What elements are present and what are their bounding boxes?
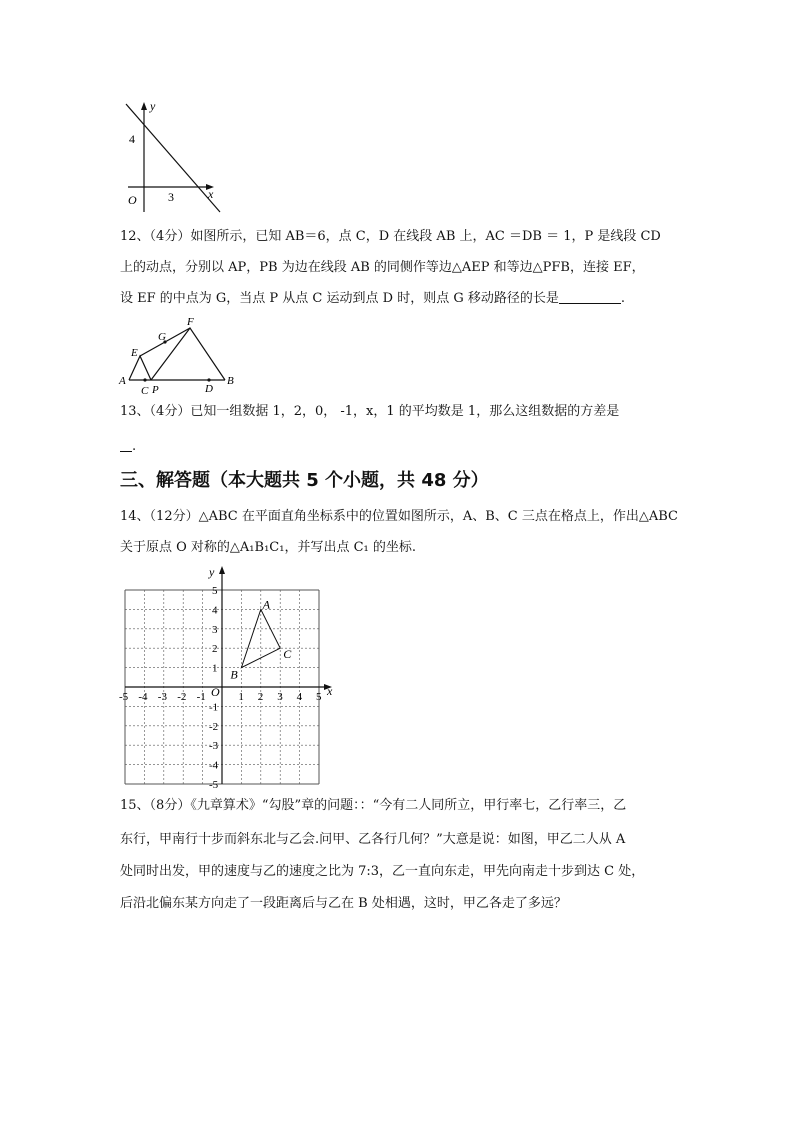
answer-blank-13[interactable]	[120, 437, 132, 452]
point-c-label: C	[283, 647, 292, 662]
question-13-line-1: 13、（4分）已知一组数据 1，2，0， -1，x，1 的平均数是 1，那么这组数据的方差是	[120, 404, 620, 419]
tick-labels	[119, 585, 322, 791]
label-a: A	[119, 375, 126, 387]
x-intercept-label: 3	[168, 190, 174, 204]
label-b: B	[227, 375, 234, 387]
question-14-line-1: 14、（12分）△ABC 在平面直角坐标系中的位置如图所示，A、B、C 三点在格点上，作出△ABC	[120, 509, 678, 524]
y-tick-label: 2	[212, 643, 218, 656]
x-tick-label: -3	[157, 691, 167, 703]
question-13-line-2	[120, 437, 136, 457]
question-15-line-3: 处同时出发，甲的速度与乙的速度之比为 7:3，乙一直向东走，甲先向南走十步到达 C 处，	[120, 864, 645, 879]
x-tick-label: 2	[257, 691, 264, 703]
y-axis-label: y	[150, 99, 156, 113]
section-3-heading: 三、解答题（本大题共 5 个小题，共 48 分）	[120, 470, 489, 491]
triangle-figure	[115, 316, 245, 398]
x-tick-label: -4	[138, 691, 148, 703]
label-p: P	[152, 384, 159, 396]
point-c-dot	[143, 378, 146, 381]
answer-blank-12[interactable]	[559, 289, 621, 304]
y-tick-label: 5	[212, 585, 218, 597]
grid-x-label: x	[327, 684, 333, 698]
y-tick-label: -2	[209, 720, 219, 733]
y-tick-label: -1	[209, 701, 219, 714]
question-15-line-2: 东行，甲南行十步而斜东北与乙会.问甲、乙各行几何？”大意是说：如图，甲乙二人从 A	[120, 832, 626, 847]
label-c: C	[141, 385, 149, 397]
origin-label: O	[128, 193, 137, 207]
y-tick-label: -3	[209, 740, 219, 753]
y-tick-label: 3	[212, 623, 218, 636]
y-intercept-label: 4	[129, 132, 135, 146]
line-graph-figure	[110, 96, 230, 218]
x-tick-label: -1	[196, 691, 206, 703]
grid-origin-label: O	[211, 685, 220, 699]
label-g: G	[158, 331, 166, 343]
question-12-period: .	[620, 291, 625, 306]
grid-y-axis-arrow	[219, 566, 225, 574]
y-tick-label: 4	[212, 604, 218, 617]
point-a-label: A	[262, 597, 271, 612]
label-e: E	[131, 347, 138, 359]
y-axis-arrow	[141, 102, 147, 110]
y-tick-label: 1	[212, 662, 218, 675]
question-12-line-3	[120, 289, 625, 309]
question-12-line-3-text: 设 EF 的中点为 G，当点 P 从点 C 运动到点 D 时，则点 G 移动路径的长是	[120, 291, 559, 306]
coordinate-grid-figure	[115, 562, 345, 791]
question-15-line-1: 15、（8分）《九章算术》“勾股”章的问题：：“今有二人同所立，甲行率七，乙行率三，乙	[120, 798, 627, 813]
label-d: D	[205, 383, 213, 395]
question-12-line-2: 上的动点，分别以 AP，PB 为边在线段 AB 的同侧作等边△AEP 和等边△PFB，连接 EF，	[120, 260, 645, 275]
x-tick-label: -5	[119, 691, 129, 703]
question-14-line-2: 关于原点 O 对称的△A₁B₁C₁，并写出点 C₁ 的坐标.	[120, 540, 416, 555]
y-tick-label: -5	[209, 779, 219, 791]
grid-y-label: y	[209, 565, 215, 579]
y-tick-label: -4	[209, 759, 219, 772]
x-tick-label: 3	[277, 691, 283, 703]
x-tick-label: 5	[316, 691, 322, 703]
question-13-period: .	[132, 439, 137, 454]
x-tick-label: 1	[238, 691, 244, 703]
x-axis-label: x	[208, 187, 214, 201]
x-tick-label: -2	[177, 691, 187, 703]
x-tick-label: 4	[296, 691, 303, 703]
triangle-aep	[129, 356, 151, 380]
question-12-line-1: 12、（4分）如图所示，已知 AB＝6，点 C，D 在线段 AB 上，AC ＝DB ＝ 1，P 是线段 CD	[120, 229, 661, 244]
point-b-label: B	[230, 667, 238, 682]
question-15-line-4: 后沿北偏东某方向走了一段距离后与乙在 B 处相遇，这时，甲乙各走了多远？	[120, 896, 567, 911]
label-f: F	[187, 316, 194, 328]
point-d-dot	[207, 378, 210, 381]
